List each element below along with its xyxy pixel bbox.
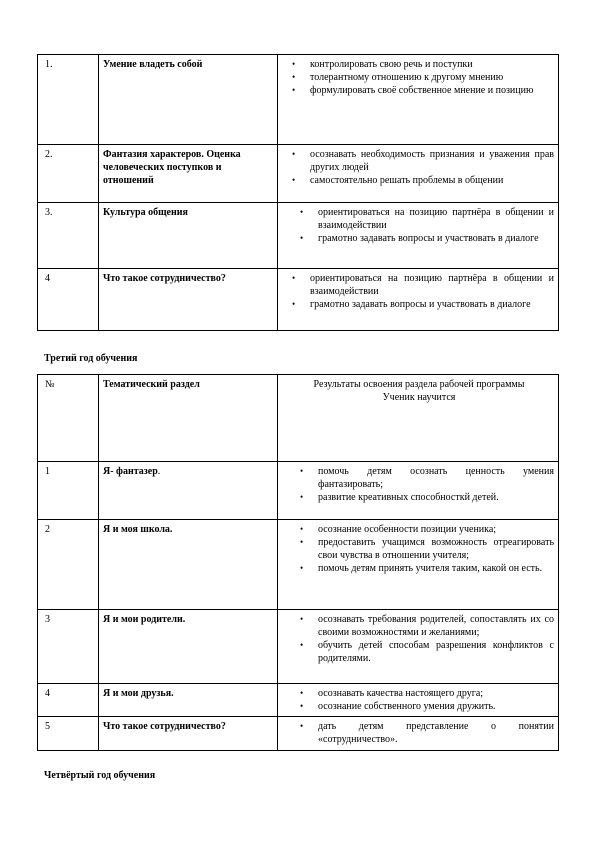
row-number: 2 bbox=[38, 520, 99, 610]
row-topic: Что такое сотрудничество? bbox=[99, 717, 278, 751]
list-item: • предоставить учащимся возможность отреагировать свои чувства в отношении учителя; bbox=[284, 536, 554, 562]
table-row bbox=[38, 520, 559, 610]
row-results bbox=[278, 145, 559, 203]
list-item: • формулировать своё собственное мнение и позицию bbox=[284, 84, 554, 97]
row-number: 1. bbox=[38, 55, 99, 145]
row-number: 2. bbox=[38, 145, 99, 203]
list-item: • ориентироваться на позицию партнёра в общении и взаимодействии bbox=[284, 206, 554, 232]
header-number: № bbox=[38, 375, 99, 462]
list-item: • грамотно задавать вопросы и участвовать в диалоге bbox=[284, 232, 554, 245]
results-list bbox=[284, 720, 554, 746]
section-caption: Третий год обучения bbox=[44, 353, 138, 364]
table-year3 bbox=[37, 374, 559, 751]
row-results bbox=[278, 684, 559, 717]
list-item: • грамотно задавать вопросы и участвовать в диалоге bbox=[284, 298, 554, 311]
row-results bbox=[278, 717, 559, 751]
results-list bbox=[284, 687, 554, 713]
results-list bbox=[284, 58, 554, 97]
table-row bbox=[38, 269, 559, 331]
row-results bbox=[278, 269, 559, 331]
table-row bbox=[38, 717, 559, 751]
list-item: • самостоятельно решать проблемы в общении bbox=[284, 174, 554, 187]
header-topic: Тематический раздел bbox=[99, 375, 278, 462]
row-topic: Что такое сотрудничество? bbox=[99, 269, 278, 331]
table-year2 bbox=[37, 54, 559, 331]
list-item: • контролировать свою речь и поступки bbox=[284, 58, 554, 71]
list-item: • обучить детей способам разрешения конфликтов с родителями. bbox=[284, 639, 554, 665]
row-number: 3 bbox=[38, 610, 99, 684]
row-topic: Я и мои родители. bbox=[99, 610, 278, 684]
table-row bbox=[38, 55, 559, 145]
row-number: 3. bbox=[38, 203, 99, 269]
row-topic bbox=[99, 462, 278, 520]
row-results bbox=[278, 520, 559, 610]
results-list bbox=[284, 465, 554, 504]
results-list bbox=[284, 148, 554, 187]
row-number: 5 bbox=[38, 717, 99, 751]
list-item: • помочь детям осознать ценность умения фантазировать; bbox=[284, 465, 554, 491]
list-item: • осознание особенности позиции ученика; bbox=[284, 523, 554, 536]
row-topic: Культура общения bbox=[99, 203, 278, 269]
table-row bbox=[38, 145, 559, 203]
results-list bbox=[284, 613, 554, 665]
list-item: • осознавать качества настоящего друга; bbox=[284, 687, 554, 700]
table-row bbox=[38, 203, 559, 269]
results-list bbox=[284, 206, 554, 245]
row-results bbox=[278, 462, 559, 520]
table-header-row bbox=[38, 375, 559, 462]
list-item: • дать детям представление о понятии «сотрудничество». bbox=[284, 720, 554, 746]
list-item: • развитие креативных способносткй детей. bbox=[284, 491, 554, 504]
list-item: • помочь детям принять учителя таким, какой он есть. bbox=[284, 562, 554, 575]
results-list bbox=[284, 272, 554, 311]
row-results bbox=[278, 610, 559, 684]
row-topic: Умение владеть собой bbox=[99, 55, 278, 145]
row-results bbox=[278, 55, 559, 145]
row-results bbox=[278, 203, 559, 269]
list-item: • ориентироваться на позицию партнёра в общении и взаимодействии bbox=[284, 272, 554, 298]
section-caption: Четвёртый год обучения bbox=[44, 770, 156, 781]
table-row bbox=[38, 610, 559, 684]
row-topic: Я и мои друзья. bbox=[99, 684, 278, 717]
table-row bbox=[38, 684, 559, 717]
row-topic: Фантазия характеров. Оценка человеческих поступков и отношений bbox=[99, 145, 278, 203]
header-results-line2: Ученик научится bbox=[382, 392, 456, 403]
table-row bbox=[38, 462, 559, 520]
header-results bbox=[278, 375, 559, 462]
row-number: 4 bbox=[38, 684, 99, 717]
list-item: • толерантному отношению к другому мнению bbox=[284, 71, 554, 84]
list-item: • осознание собственного умения дружить. bbox=[284, 700, 554, 713]
row-number: 4 bbox=[38, 269, 99, 331]
header-results-line1: Результаты освоения раздела рабочей программы bbox=[313, 379, 525, 390]
list-item: • осознавать требования родителей, сопоставлять их со своими возможностями и желаниями; bbox=[284, 613, 554, 639]
row-topic-suffix: . bbox=[157, 466, 161, 477]
row-number: 1 bbox=[38, 462, 99, 520]
row-topic: Я и моя школа. bbox=[99, 520, 278, 610]
row-topic-text: Я- фантазер bbox=[103, 466, 158, 477]
results-list bbox=[284, 523, 554, 575]
list-item: • осознавать необходимость признания и уважения прав других людей bbox=[284, 148, 554, 174]
